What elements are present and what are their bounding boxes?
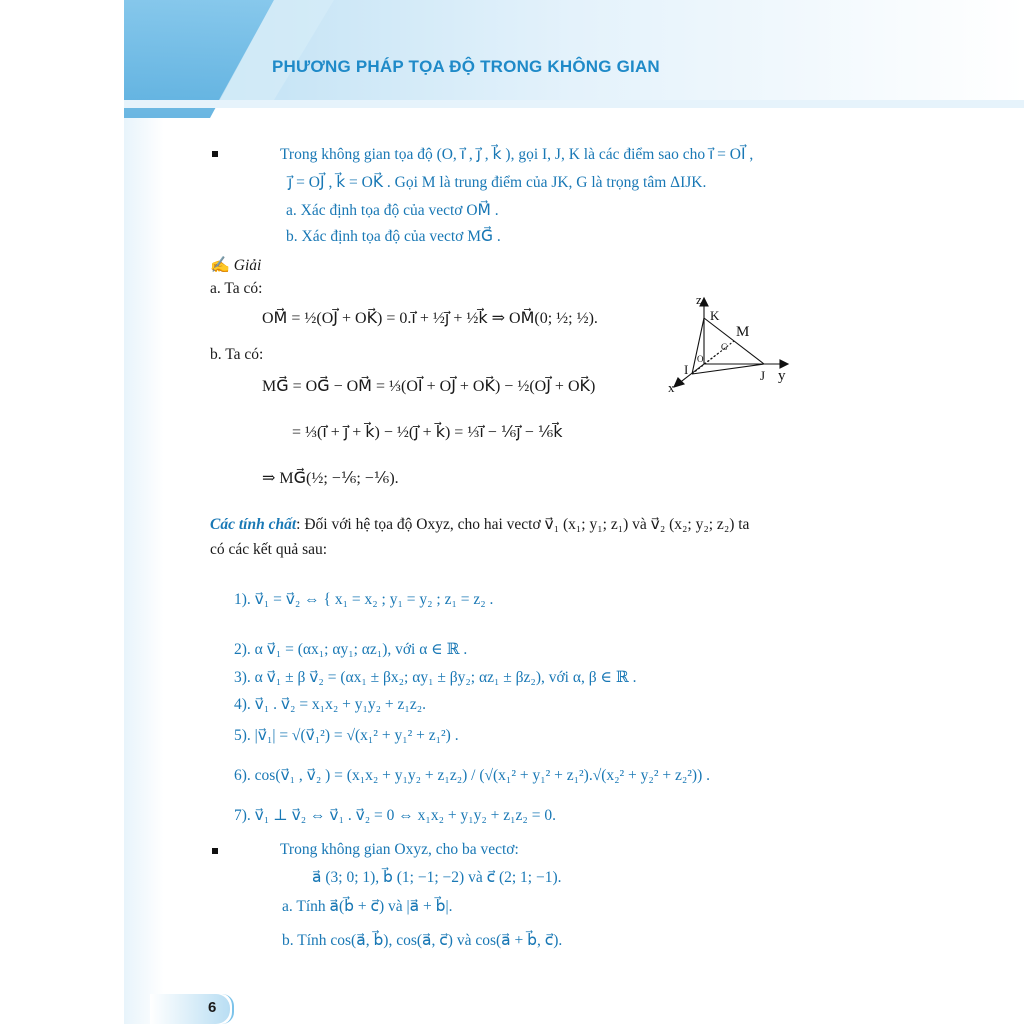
solution-heading: ✍ Giải bbox=[210, 257, 262, 274]
x-arrow bbox=[674, 378, 684, 387]
problem2-line1: Trong không gian Oxyz, cho ba vectơ: bbox=[280, 841, 519, 858]
property-item-4: 4). v⃗₁ . v⃗₂ = x₁x₂ + y₁y₂ + z₁z₂. bbox=[234, 696, 426, 713]
solution-b-equation-1: MG⃗ = OG⃗ − OM⃗ = ⅓(OI⃗ + OJ⃗ + OK⃗) − ½(OJ⃗ + OK⃗) bbox=[262, 378, 596, 395]
solution-b-equation-3: ⇒ MG⃗(½; −⅙; −⅙). bbox=[262, 470, 399, 487]
header-title: PHƯƠNG PHÁP TỌA ĐỘ TRONG KHÔNG GIAN bbox=[272, 57, 660, 76]
label-G: G bbox=[721, 342, 728, 352]
problem1-line2: j⃗ = OJ⃗ , k⃗ = OK⃗ . Gọi M là trung điểm của JK, G là trọng tâm ΔIJK. bbox=[288, 174, 707, 191]
label-z: z bbox=[696, 294, 702, 307]
page-number-tab bbox=[150, 994, 230, 1024]
solution-b-equation-2: = ⅓(i⃗ + j⃗ + k⃗) − ½(j⃗ + k⃗) = ⅓i⃗ − ⅙j⃗ − ⅙k⃗ bbox=[292, 424, 563, 441]
problem1-part-a: a. Xác định tọa độ của vectơ OM⃗ . bbox=[286, 202, 499, 219]
property-item-3: 3). α v⃗₁ ± β v⃗₂ = (αx₁ ± βx₂; αy₁ ± βy₂; αz₁ ± βz₂), với α, β ∈ ℝ . bbox=[234, 669, 637, 686]
label-J: J bbox=[760, 368, 766, 383]
bullet-problem-1 bbox=[212, 151, 218, 157]
label-O: O bbox=[697, 354, 704, 364]
pencil-icon: ✍ bbox=[210, 257, 230, 274]
property-item-2: 2). α v⃗₁ = (αx₁; αy₁; αz₁), với α ∈ ℝ . bbox=[234, 641, 468, 658]
problem2-part-a: a. Tính a⃗(b⃗ + c⃗) và |a⃗ + b⃗|. bbox=[282, 898, 453, 915]
problem1-line1: Trong không gian tọa độ (O, i⃗ , j⃗ , k⃗ ), gọi I, J, K là các điểm sao cho i⃗ = OI⃗ , bbox=[280, 146, 754, 163]
label-I: I bbox=[684, 362, 689, 377]
properties-intro: Các tính chất: Đối với hệ tọa độ Oxyz, cho hai vectơ v⃗₁ (x₁; y₁; z₁) và v⃗₂ (x₂; y₂; z₂) ta bbox=[210, 516, 750, 533]
property-item-5: 5). |v⃗₁| = √(v⃗₁²) = √(x₁² + y₁² + z₁²) . bbox=[234, 727, 459, 744]
label-y: y bbox=[778, 368, 786, 384]
coordinate-figure bbox=[664, 294, 794, 398]
property-item-6: 6). cos(v⃗₁ , v⃗₂ ) = (x₁x₂ + y₁y₂ + z₁z₂) / (√(x₁² + y₁² + z₁²).√(x₂² + y₂² + z₂²)) . bbox=[234, 767, 710, 784]
solution-a-equation: OM⃗ = ½(OJ⃗ + OK⃗) = 0.i⃗ + ½j⃗ + ½k⃗ ⇒ OM⃗(0; ½; ½). bbox=[262, 310, 598, 327]
property-item-7: 7). v⃗₁ ⊥ v⃗₂ ⇔ v⃗₁ . v⃗₂ = 0 ⇔ x₁x₂ + y₁y₂ + z₁z₂ = 0. bbox=[234, 807, 556, 824]
page-number-tab-edge bbox=[222, 994, 234, 1024]
problem2-line2: a⃗ (3; 0; 1), b⃗ (1; −1; −2) và c⃗ (2; 1; −1). bbox=[312, 869, 562, 886]
label-M: M bbox=[736, 324, 750, 340]
properties-intro-2: có các kết quả sau: bbox=[210, 541, 328, 558]
y-arrow bbox=[780, 360, 788, 368]
label-x: x bbox=[668, 380, 675, 395]
page-number: 6 bbox=[208, 999, 217, 1016]
solution-b-label: b. Ta có: bbox=[210, 346, 264, 363]
bullet-problem-2 bbox=[212, 848, 218, 854]
label-K: K bbox=[710, 308, 720, 323]
problem1-part-b: b. Xác định tọa độ của vectơ MG⃗ . bbox=[286, 228, 501, 245]
property-item-1: 1). v⃗₁ = v⃗₂ ⇔ { x₁ = x₂ ; y₁ = y₂ ; z₁ = z₂ . bbox=[234, 591, 494, 608]
problem2-part-b: b. Tính cos(a⃗, b⃗), cos(a⃗, c⃗) và cos(a⃗ + b⃗, c⃗). bbox=[282, 932, 563, 949]
solution-a-label: a. Ta có: bbox=[210, 280, 263, 297]
properties-title: Các tính chất bbox=[210, 516, 297, 533]
x-axis bbox=[678, 364, 704, 384]
page-left-margin bbox=[124, 118, 164, 1024]
